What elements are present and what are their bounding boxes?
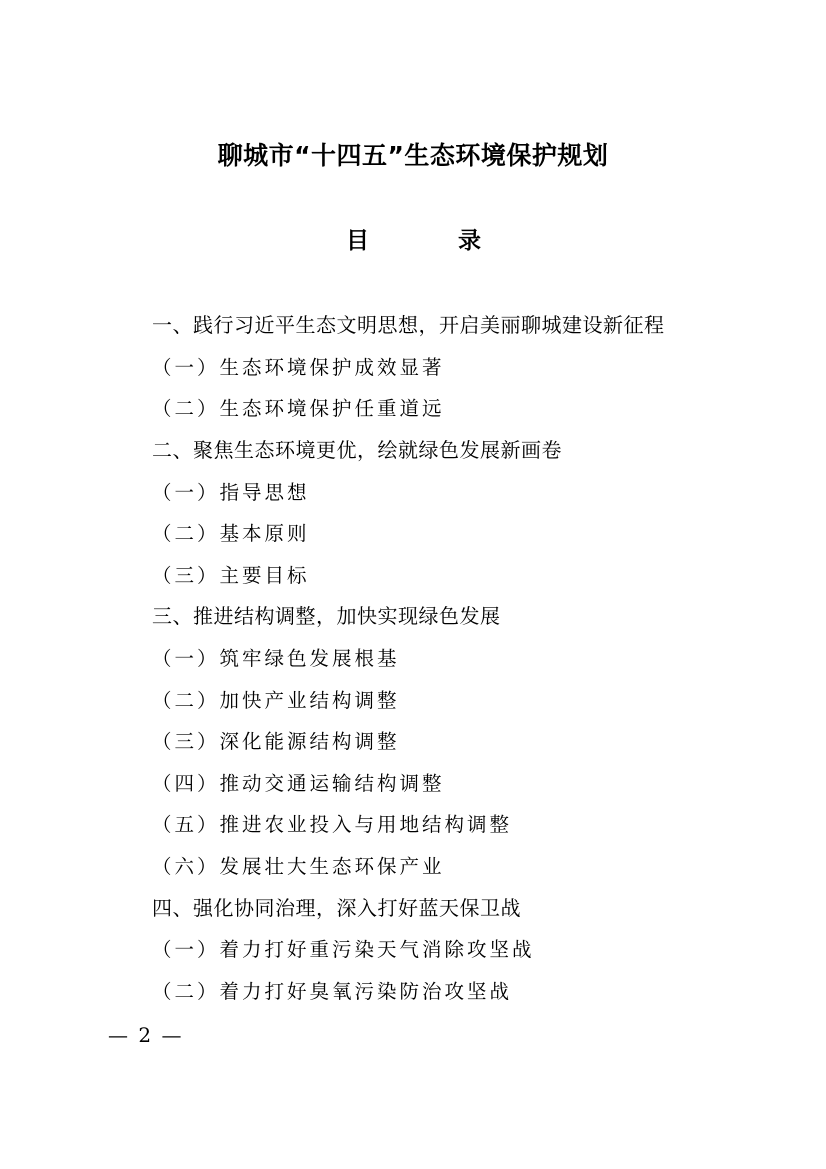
document-title: 聊城市“十四五”生态环境保护规划	[217, 141, 609, 170]
toc-entry-section-2[interactable]: 二、聚焦生态环境更优，绘就绿色发展新画卷	[152, 438, 562, 462]
toc-entry-4-1[interactable]: （一）着力打好重污染天气消除攻坚战	[152, 938, 535, 961]
toc-heading-char-2: 录	[458, 228, 481, 254]
toc-entry-3-1[interactable]: （一）筑牢绿色发展根基	[152, 647, 400, 670]
toc-entry-3-4[interactable]: （四）推动交通运输结构调整	[152, 772, 445, 795]
toc-entry-2-3[interactable]: （三）主要目标	[152, 564, 310, 587]
toc-entry-section-3[interactable]: 三、推进结构调整，加快实现绿色发展	[152, 604, 501, 628]
toc-entry-2-1[interactable]: （一）指导思想	[152, 481, 310, 504]
toc-entry-1-1[interactable]: （一）生态环境保护成效显著	[152, 356, 445, 379]
toc-entry-3-3[interactable]: （三）深化能源结构调整	[152, 730, 400, 753]
toc-entry-3-5[interactable]: （五）推进农业投入与用地结构调整	[152, 813, 513, 836]
toc-entry-3-6[interactable]: （六）发展壮大生态环保产业	[152, 855, 445, 878]
toc-entry-4-2[interactable]: （二）着力打好臭氧污染防治攻坚战	[152, 980, 513, 1003]
toc-entry-section-1[interactable]: 一、践行习近平生态文明思想，开启美丽聊城建设新征程	[152, 313, 665, 337]
toc-heading-char-1: 目	[346, 228, 369, 254]
toc-entry-3-2[interactable]: （二）加快产业结构调整	[152, 689, 400, 712]
toc-entry-section-4[interactable]: 四、强化协同治理，深入打好蓝天保卫战	[152, 896, 521, 920]
page-number: — 2 —	[108, 1023, 184, 1047]
toc-entry-2-2[interactable]: （二）基本原则	[152, 522, 310, 545]
toc-entry-1-2[interactable]: （二）生态环境保护任重道远	[152, 397, 445, 420]
